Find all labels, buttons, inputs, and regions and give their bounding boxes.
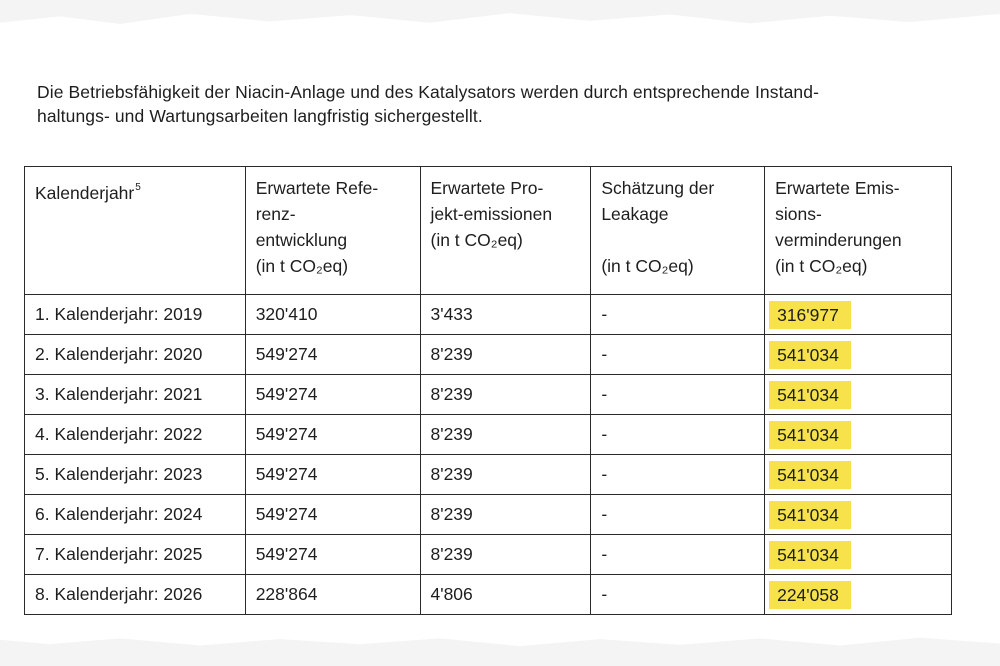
header-reference-line: entwicklung xyxy=(255,230,348,250)
table-row xyxy=(25,295,952,335)
highlighted-value: 224'058 xyxy=(769,581,851,609)
header-leakage-line: Leakage xyxy=(601,204,669,224)
cell-reference: 549'274 xyxy=(245,375,420,415)
cell-reference: 549'274 xyxy=(245,535,420,575)
table-row xyxy=(25,335,952,375)
table-row xyxy=(25,535,952,575)
header-leakage xyxy=(591,167,765,295)
highlighted-value: 541'034 xyxy=(769,341,851,369)
cell-reference: 549'274 xyxy=(245,455,420,495)
cell-reduction xyxy=(765,495,952,535)
emissions-table xyxy=(24,166,952,615)
table-row xyxy=(25,415,952,455)
intro-line-1: Die Betriebsfähigkeit der Niacin-Anlage und des Katalysators werden durch entsprechende Instand- xyxy=(37,82,819,102)
cell-year: 8. Kalenderjahr: 2026 xyxy=(25,575,246,615)
header-reductions-line: sions- xyxy=(775,204,822,224)
highlighted-value: 541'034 xyxy=(769,541,851,569)
header-reference-line: Erwartete Refe- xyxy=(255,178,379,198)
cell-reference: 549'274 xyxy=(245,335,420,375)
header-reductions xyxy=(765,167,952,295)
highlighted-value: 316'977 xyxy=(769,301,851,329)
cell-project: 8'239 xyxy=(420,375,591,415)
highlighted-value: 541'034 xyxy=(769,421,851,449)
cell-year: 2. Kalenderjahr: 2020 xyxy=(25,335,246,375)
header-reference-unit: (in t CO₂eq) xyxy=(255,256,349,276)
cell-year: 5. Kalenderjahr: 2023 xyxy=(25,455,246,495)
table-header-row xyxy=(25,167,952,295)
header-leakage-unit: (in t CO₂eq) xyxy=(601,256,694,276)
header-calendar-year-label: Kalenderjahr xyxy=(35,183,135,203)
cell-project: 8'239 xyxy=(420,415,591,455)
header-reductions-line: verminderungen xyxy=(775,230,902,250)
cell-leakage: - xyxy=(591,295,765,335)
cell-project: 3'433 xyxy=(420,295,591,335)
cell-leakage: - xyxy=(591,335,765,375)
header-project-emissions xyxy=(420,167,591,295)
table-row xyxy=(25,375,952,415)
cell-reduction xyxy=(765,335,952,375)
cell-project: 8'239 xyxy=(420,455,591,495)
footnote-marker: 5 xyxy=(135,182,141,193)
cell-year: 3. Kalenderjahr: 2021 xyxy=(25,375,246,415)
cell-year: 4. Kalenderjahr: 2022 xyxy=(25,415,246,455)
cell-reduction xyxy=(765,295,952,335)
header-project-line: jekt-emissionen xyxy=(430,204,553,224)
cell-leakage: - xyxy=(591,495,765,535)
table-row xyxy=(25,575,952,615)
cell-reference: 549'274 xyxy=(245,495,420,535)
cell-project: 8'239 xyxy=(420,495,591,535)
cell-reduction xyxy=(765,535,952,575)
cell-reduction xyxy=(765,455,952,495)
cell-reference: 228'864 xyxy=(245,575,420,615)
header-project-line: Erwartete Pro- xyxy=(430,178,544,198)
table-row xyxy=(25,495,952,535)
header-calendar-year xyxy=(25,167,246,295)
cell-leakage: - xyxy=(591,375,765,415)
cell-leakage: - xyxy=(591,415,765,455)
cell-reduction xyxy=(765,375,952,415)
header-project-unit: (in t CO₂eq) xyxy=(430,230,523,250)
table-row xyxy=(25,455,952,495)
cell-project: 8'239 xyxy=(420,335,591,375)
cell-year: 6. Kalenderjahr: 2024 xyxy=(25,495,246,535)
cell-leakage: - xyxy=(591,535,765,575)
header-reference xyxy=(245,167,420,295)
header-reductions-line: Erwartete Emis- xyxy=(775,178,900,198)
cell-leakage: - xyxy=(591,455,765,495)
cell-leakage: - xyxy=(591,575,765,615)
cell-reduction xyxy=(765,415,952,455)
highlighted-value: 541'034 xyxy=(769,381,851,409)
cell-year: 1. Kalenderjahr: 2019 xyxy=(25,295,246,335)
cell-reference: 320'410 xyxy=(245,295,420,335)
highlighted-value: 541'034 xyxy=(769,501,851,529)
cell-reference: 549'274 xyxy=(245,415,420,455)
cell-year: 7. Kalenderjahr: 2025 xyxy=(25,535,246,575)
header-leakage-line: Schätzung der xyxy=(601,178,715,198)
cell-project: 8'239 xyxy=(420,535,591,575)
highlighted-value: 541'034 xyxy=(769,461,851,489)
header-reductions-unit: (in t CO₂eq) xyxy=(775,256,868,276)
intro-paragraph xyxy=(37,80,957,128)
header-reference-line: renz- xyxy=(255,204,296,224)
cell-reduction xyxy=(765,575,952,615)
cell-project: 4'806 xyxy=(420,575,591,615)
intro-line-2: haltungs- und Wartungsarbeiten langfristig sichergestellt. xyxy=(37,106,483,126)
